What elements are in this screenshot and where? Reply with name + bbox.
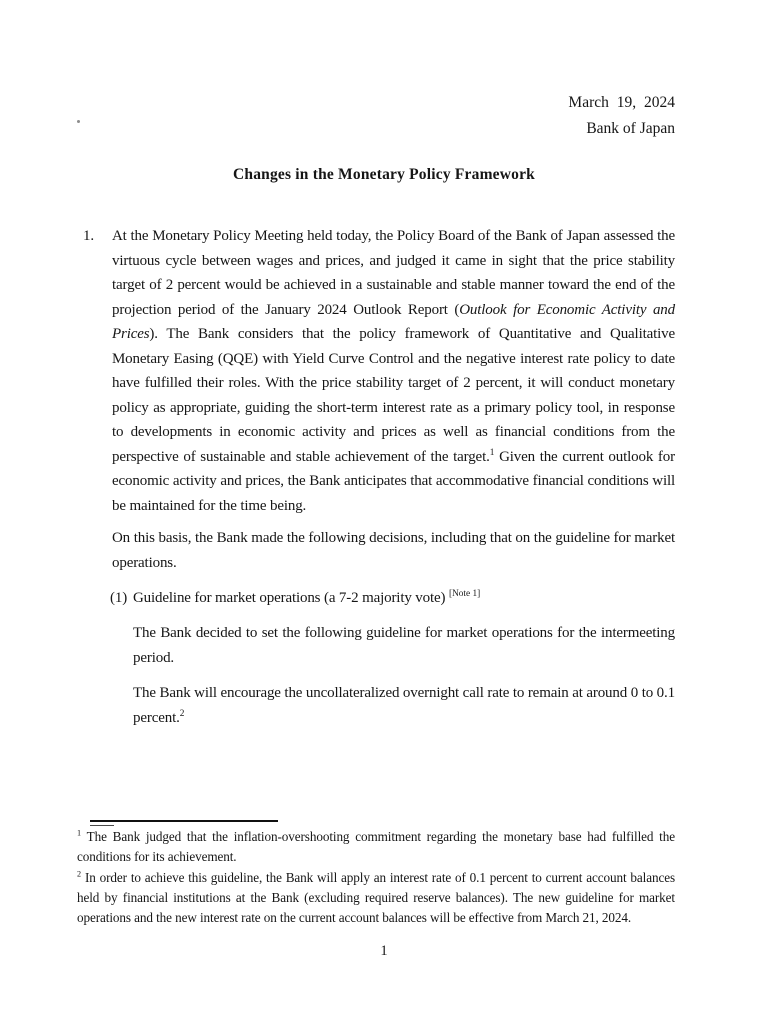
guideline-paragraph-2: The Bank will encourage the uncollateralized overnight call rate to remain at around 0 to 0.1 percent.$^2$	[133, 685, 675, 726]
footnote-rule-scan-artifact	[90, 825, 114, 826]
document-title: Changes in the Monetary Policy Framework	[232, 166, 536, 183]
paragraph-1	[83, 224, 675, 518]
paragraph-1-text: At the Monetary Policy Meeting held today, the Policy Board of the Bank of Japan assessed the virtuous cycle between wages and prices, and judged it came in sight that the price stability target of 2 percent would be achieved in a sustainable and stable manner toward the end of the projection period of the January 2024 Outlook Report (Outlook for Economic Activity and Prices). The Bank considers that the policy framework of Quantitative and Qualitative Monetary Easing (QQE) with Yield Curve Control and the negative interest rate policy to date have fulfilled their roles. With the price stability target of 2 percent, it will conduct monetary policy as appropriate, guiding the short-term interest rate as a primary policy tool, in response to developments in economic activity and prices as well as financial conditions from the perspective of sustainable and stable achievement of the target.$^1$ Given the current outlook for economic activity and prices, the Bank anticipates that accommodative financial conditions will be maintained for the time being.	[112, 228, 675, 514]
guideline-paragraph-1: The Bank decided to set the following guideline for market operations for the intermeeting period.	[133, 625, 675, 666]
header-block	[568, 90, 675, 142]
guideline-heading	[110, 586, 675, 611]
guideline-heading-text: Guideline for market operations (a 7-2 majority vote) [Note 1]	[133, 589, 481, 606]
paragraph-1-number: 1.	[83, 228, 94, 244]
organization-name: Bank of Japan	[586, 120, 675, 137]
footnote-separator-rule	[90, 820, 278, 822]
page-number: 1	[380, 943, 388, 959]
footnote-2: $^2$ In order to achieve this guideline, the Bank will apply an interest rate of 0.1 percent to current account balances held by financial institutions at the Bank (excluding required reserve balances). The new guideline for market operations and the new interest rate on the current account balances will be effective from March 21, 2024.	[77, 869, 675, 926]
paragraph-basis: On this basis, the Bank made the following decisions, including that on the guideline for market operations.	[112, 530, 675, 571]
footnotes-block	[77, 827, 675, 928]
scan-artifact-speck	[77, 120, 80, 123]
guideline-heading-number: (1)	[110, 590, 128, 606]
footnote-1: $^1$ The Bank judged that the inflation-overshooting commitment regarding the monetary base had fulfilled the conditions for its achievement.	[77, 828, 675, 865]
document-date: March 19, 2024	[568, 94, 675, 111]
